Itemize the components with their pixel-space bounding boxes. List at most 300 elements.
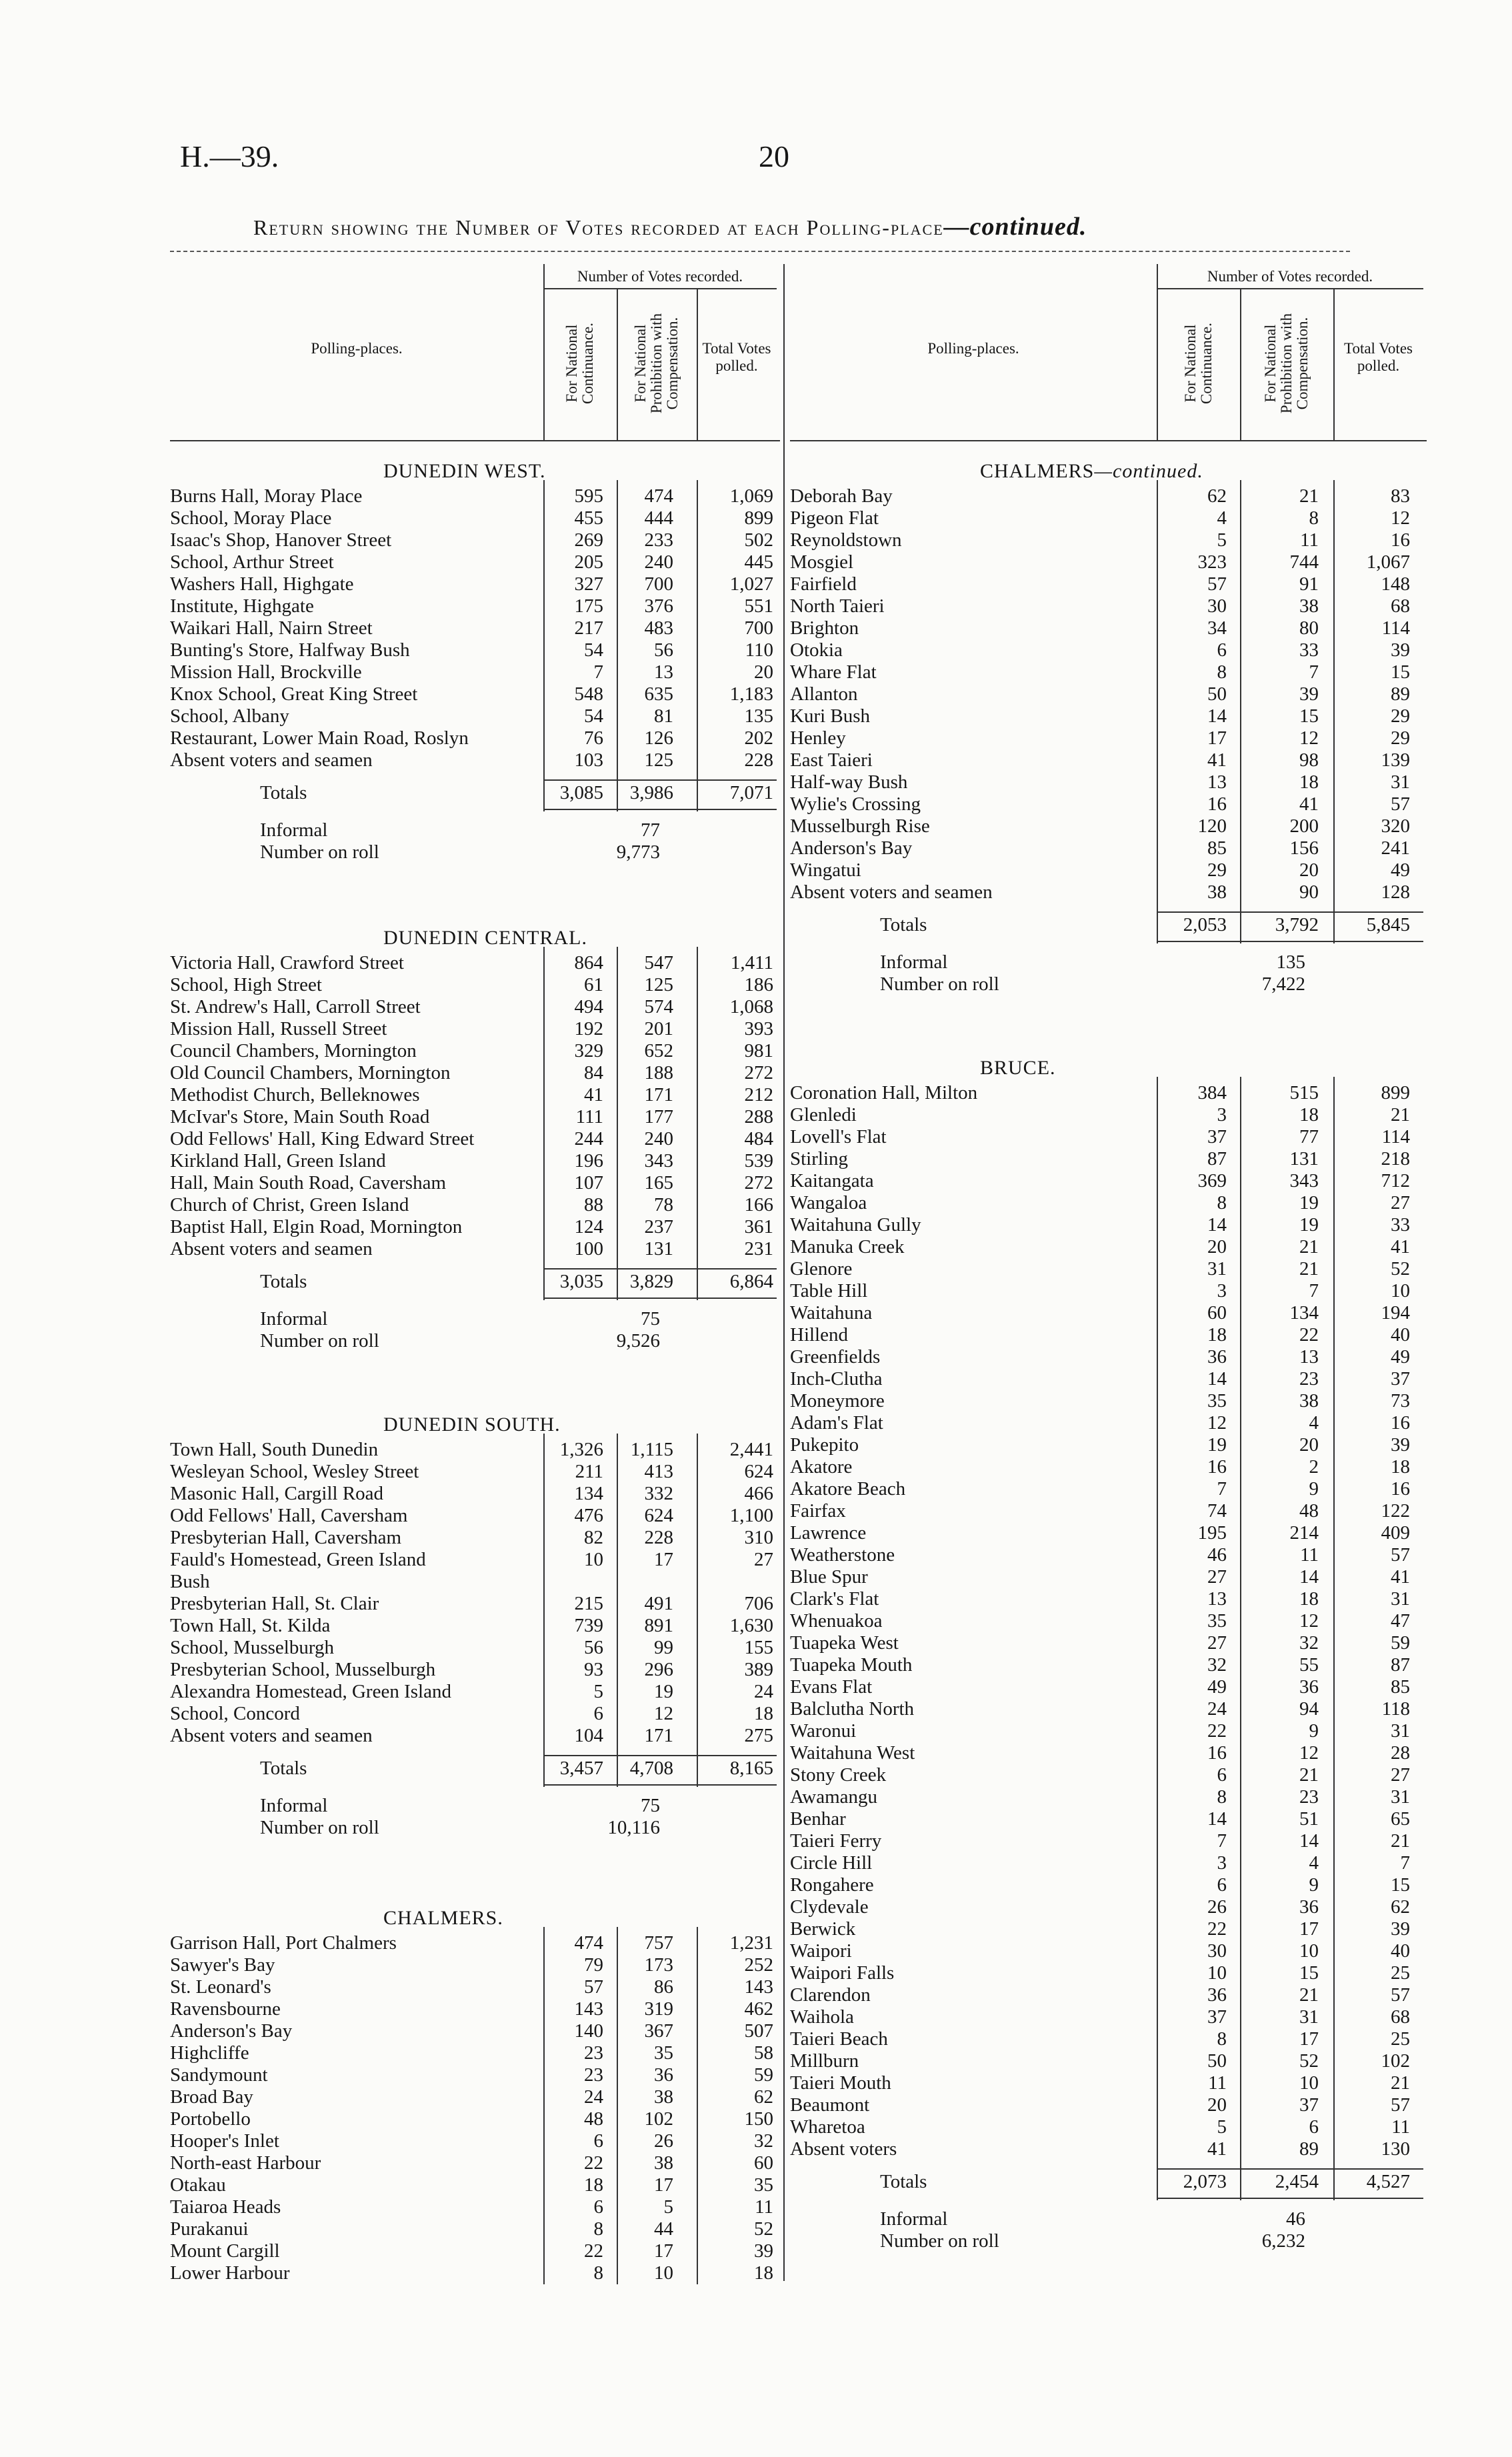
continuance-votes: 93 (584, 1659, 603, 1680)
table-row (170, 1593, 777, 1615)
table-row (790, 1236, 1423, 1258)
prohibition-votes: 23 (1299, 1368, 1319, 1390)
totals-rule (543, 779, 777, 781)
table-row (170, 2262, 777, 2284)
column-rule (543, 1434, 545, 1787)
table-row (790, 1412, 1423, 1434)
prohibition-votes: 10 (1299, 1940, 1319, 1962)
votes-recorded-rule (543, 288, 777, 289)
continuance-votes: 864 (574, 952, 603, 973)
polling-place: Reynoldstown (790, 529, 902, 551)
polling-place: Town Hall, St. Kilda (170, 1615, 331, 1636)
table-row (790, 2050, 1423, 2072)
table-row (170, 2086, 777, 2108)
prohibition-votes: 17 (654, 1549, 673, 1570)
totals-continuance: 3,035 (559, 1271, 603, 1292)
total-votes: 29 (1391, 705, 1410, 727)
prohibition-votes: 21 (1299, 1258, 1319, 1280)
prohibition-votes: 19 (1299, 1192, 1319, 1213)
prohibition-votes: 52 (1299, 2050, 1319, 2072)
polling-place: Glenore (790, 1258, 853, 1280)
table-row (790, 1390, 1423, 1412)
title-rule (170, 251, 1350, 252)
continuance-votes: 548 (574, 683, 603, 705)
prohibition-votes: 173 (644, 1954, 673, 1976)
column-rule (1333, 480, 1335, 943)
table-row (790, 1566, 1423, 1588)
polling-place: Whare Flat (790, 661, 877, 683)
totals-prohibition: 4,708 (629, 1758, 673, 1779)
prohibition-votes: 240 (644, 551, 673, 573)
polling-place: Waipori (790, 1940, 852, 1962)
prohibition-votes: 36 (1299, 1896, 1319, 1918)
polling-place: Hall, Main South Road, Caversham (170, 1172, 447, 1193)
continuance-votes: 211 (575, 1461, 603, 1482)
table-row (790, 507, 1423, 529)
total-votes: 21 (1391, 2072, 1410, 2094)
total-votes: 155 (744, 1637, 773, 1658)
total-votes: 59 (1391, 1632, 1410, 1654)
polling-place: Circle Hill (790, 1852, 873, 1874)
total-votes: 409 (1381, 1522, 1410, 1544)
column-rule (617, 480, 618, 811)
continuance-votes: 32 (1207, 1654, 1227, 1676)
polling-place: Millburn (790, 2050, 859, 2072)
total-votes: 139 (1381, 749, 1410, 771)
total-votes: 40 (1391, 1940, 1410, 1962)
prohibition-votes: 134 (1289, 1302, 1319, 1324)
table-row (790, 1742, 1423, 1764)
national-continuance-heading: For National Continuance. (563, 323, 596, 404)
prohibition-votes: 483 (644, 617, 673, 639)
prohibition-votes: 12 (1299, 1742, 1319, 1764)
total-votes: 310 (744, 1527, 773, 1548)
polling-place: Balclutha North (790, 1698, 915, 1720)
continuance-votes: 14 (1207, 1808, 1227, 1830)
continuance-votes: 143 (574, 1998, 603, 2020)
table-row (790, 1984, 1423, 2006)
continuance-votes: 196 (574, 1150, 603, 1171)
table-row (790, 1522, 1423, 1544)
continuance-votes: 46 (1207, 1544, 1227, 1566)
polling-place: Waitahuna West (790, 1742, 915, 1764)
continuance-votes: 6 (1217, 1764, 1227, 1786)
continuance-votes: 104 (574, 1725, 603, 1746)
polling-place: Inch-Clutha (790, 1368, 883, 1390)
continuance-votes: 8 (1217, 2028, 1227, 2050)
continuance-votes: 10 (1207, 1962, 1227, 1984)
prohibition-votes: 474 (644, 485, 673, 507)
table-row (170, 1150, 777, 1172)
continuance-votes: 76 (584, 727, 603, 749)
table-row (790, 2028, 1423, 2050)
polling-place: School, Musselburgh (170, 1637, 334, 1658)
totals-label: Totals (260, 1758, 307, 1779)
table-row (790, 683, 1423, 705)
table-row (790, 1610, 1423, 1632)
prohibition-votes: 19 (1299, 1214, 1319, 1236)
prohibition-votes: 4 (1309, 1412, 1319, 1434)
table-title-text: Return showing the Number of Votes recorded at each Polling-place (253, 215, 944, 239)
total-votes: 539 (744, 1150, 773, 1171)
continuance-votes: 24 (1207, 1698, 1227, 1720)
polling-place: Waihola (790, 2006, 854, 2028)
informal-votes: 77 (641, 819, 660, 841)
polling-place: Blue Spur (790, 1566, 868, 1588)
polling-place: Ravensbourne (170, 1998, 281, 2020)
polling-place: Isaac's Shop, Hanover Street (170, 529, 392, 551)
prohibition-votes: 48 (1299, 1500, 1319, 1522)
prohibition-votes: 37 (1299, 2094, 1319, 2116)
total-votes: 166 (744, 1194, 773, 1215)
continuance-votes: 54 (584, 639, 603, 661)
total-votes: 39 (1391, 639, 1410, 661)
total-votes: 484 (744, 1128, 773, 1149)
column-rule (617, 1434, 618, 1787)
total-votes: 16 (1391, 1412, 1410, 1434)
polling-place: Knox School, Great King Street (170, 683, 418, 705)
total-votes: 1,183 (729, 683, 773, 705)
polling-place: Brighton (790, 617, 859, 639)
table-row (790, 573, 1423, 595)
total-votes: 25 (1391, 2028, 1410, 2050)
table-row (790, 1104, 1423, 1126)
total-votes: 1,068 (729, 996, 773, 1017)
table-row (170, 1954, 777, 1976)
prohibition-votes: 41 (1299, 793, 1319, 815)
total-votes: 218 (1381, 1148, 1410, 1169)
polling-place: Sawyer's Bay (170, 1954, 275, 1976)
header-column-divider (617, 288, 618, 440)
polling-place: Akatore (790, 1456, 853, 1478)
votes-recorded-heading: Number of Votes recorded. (577, 268, 743, 285)
polling-place: Lower Harbour (170, 2262, 290, 2284)
continuance-votes: 215 (574, 1593, 603, 1614)
table-row (170, 1084, 777, 1106)
continuance-votes: 16 (1207, 1742, 1227, 1764)
polling-place: Bunting's Store, Halfway Bush (170, 639, 410, 661)
number-on-roll: 9,773 (616, 841, 660, 863)
totals-prohibition: 3,986 (629, 782, 673, 803)
total-votes: 37 (1391, 1368, 1410, 1390)
table-row (790, 1082, 1423, 1104)
total-votes: 24 (754, 1681, 773, 1702)
prohibition-votes: 7 (1309, 661, 1319, 683)
prohibition-votes: 9 (1309, 1478, 1319, 1500)
continuance-votes: 26 (1207, 1896, 1227, 1918)
polling-place: Odd Fellows' Hall, Caversham (170, 1505, 408, 1526)
table-row (790, 1500, 1423, 1522)
continuance-votes: 3 (1217, 1104, 1227, 1125)
table-row (170, 1637, 777, 1659)
table-row (790, 661, 1423, 683)
polling-place: Greenfields (790, 1346, 881, 1368)
continuance-votes: 84 (584, 1062, 603, 1083)
total-votes: 15 (1391, 1874, 1410, 1896)
total-votes: 361 (744, 1216, 773, 1238)
polling-place: Church of Christ, Green Island (170, 1194, 409, 1215)
table-row (790, 529, 1423, 551)
polling-place: Highcliffe (170, 2042, 249, 2064)
table-row (170, 529, 777, 551)
prohibition-votes: 18 (1299, 1588, 1319, 1610)
total-votes: 27 (754, 1549, 773, 1570)
total-votes: 706 (744, 1593, 773, 1614)
total-votes: 700 (744, 617, 773, 639)
total-votes: 58 (754, 2042, 773, 2064)
prohibition-votes: 98 (1299, 749, 1319, 771)
polling-place: Wesleyan School, Wesley Street (170, 1461, 419, 1482)
table-row (170, 1172, 777, 1194)
polling-place: Council Chambers, Mornington (170, 1040, 417, 1061)
continuance-votes: 23 (584, 2064, 603, 2086)
polling-place: Stirling (790, 1148, 849, 1169)
total-votes: 31 (1391, 1588, 1410, 1610)
total-votes: 128 (1381, 881, 1410, 903)
table-row (170, 2108, 777, 2130)
prohibition-votes: 10 (1299, 2072, 1319, 2094)
polling-place: Absent voters and seamen (170, 749, 373, 771)
prohibition-votes: 55 (1299, 1654, 1319, 1676)
table-row (170, 1725, 777, 1747)
on-roll-label: Number on roll (260, 1817, 379, 1838)
polling-place: Rongahere (790, 1874, 874, 1896)
prohibition-votes: 700 (644, 573, 673, 595)
prohibition-votes: 17 (1299, 1918, 1319, 1940)
prohibition-votes: 757 (644, 1932, 673, 1954)
polling-place: Otakau (170, 2174, 226, 2196)
table-row (790, 1126, 1423, 1148)
continuance-votes: 35 (1207, 1610, 1227, 1632)
continuance-votes: 120 (1197, 815, 1227, 837)
total-votes: 27 (1391, 1192, 1410, 1213)
totals-label: Totals (880, 914, 927, 935)
prohibition-votes: 36 (654, 2064, 673, 2086)
polling-places-heading: Polling-places. (927, 340, 1019, 357)
total-votes: 57 (1391, 1984, 1410, 2006)
prohibition-votes: 26 (654, 2130, 673, 2152)
prohibition-votes: 9 (1309, 1720, 1319, 1742)
continuance-votes: 323 (1197, 551, 1227, 573)
prohibition-votes: 343 (1289, 1170, 1319, 1191)
prohibition-votes: 21 (1299, 1984, 1319, 2006)
polling-place: Town Hall, South Dunedin (170, 1439, 379, 1460)
column-rule (1333, 1077, 1335, 2200)
continuance-votes: 6 (593, 2130, 603, 2152)
number-on-roll: 10,116 (607, 1817, 660, 1838)
column-rule (697, 1434, 698, 1787)
electorate-name-text: DUNEDIN WEST. (383, 460, 546, 482)
continuance-votes: 134 (574, 1483, 603, 1504)
total-votes: 148 (1381, 573, 1410, 595)
totals-total: 7,071 (729, 782, 773, 803)
prohibition-votes: 20 (1299, 859, 1319, 881)
polling-place: Presbyterian Hall, Caversham (170, 1527, 402, 1548)
column-rule (1240, 1077, 1241, 2200)
table-row (170, 974, 777, 996)
total-votes: 89 (1391, 683, 1410, 705)
prohibition-votes: 343 (644, 1150, 673, 1171)
continuance-votes: 31 (1207, 1258, 1227, 1280)
table-row (170, 2020, 777, 2042)
table-row (170, 617, 777, 639)
table-row (790, 1808, 1423, 1830)
polling-place: Taieri Beach (790, 2028, 888, 2050)
continuance-votes: 37 (1207, 1126, 1227, 1147)
total-votes: 57 (1391, 793, 1410, 815)
prohibition-votes: 17 (1299, 2028, 1319, 2050)
polling-place: Taieri Mouth (790, 2072, 891, 2094)
continuance-votes: 18 (1207, 1324, 1227, 1346)
table-row (790, 881, 1423, 903)
continuance-votes: 6 (593, 2196, 603, 2218)
national-prohibition-heading: For National Prohibition with Compensation. (1262, 313, 1311, 414)
continuance-votes: 29 (1207, 859, 1227, 881)
total-votes-heading: Total Votes polled. (1344, 340, 1413, 374)
polling-place: Mission Hall, Russell Street (170, 1018, 387, 1039)
continuance-votes: 192 (574, 1018, 603, 1039)
total-votes: 68 (1391, 2006, 1410, 2028)
total-votes: 241 (1381, 837, 1410, 859)
total-votes: 28 (1391, 1742, 1410, 1764)
continuance-votes: 5 (593, 1681, 603, 1702)
table-row (790, 1258, 1423, 1280)
table-row (170, 1483, 777, 1505)
table-row (790, 551, 1423, 573)
prohibition-votes: 18 (1299, 1104, 1319, 1125)
total-votes: 114 (1381, 617, 1410, 639)
total-votes: 18 (754, 1703, 773, 1724)
continuance-votes: 329 (574, 1040, 603, 1061)
polling-place: St. Leonard's (170, 1976, 271, 1998)
totals-total: 4,527 (1366, 2171, 1410, 2192)
polling-place: Pukepito (790, 1434, 859, 1456)
table-row (170, 573, 777, 595)
prohibition-votes: 177 (644, 1106, 673, 1127)
on-roll-label: Number on roll (260, 841, 379, 863)
total-votes: 41 (1391, 1236, 1410, 1258)
polling-place: Benhar (790, 1808, 846, 1830)
prohibition-votes: 652 (644, 1040, 673, 1061)
polling-place: Tuapeka Mouth (790, 1654, 913, 1676)
total-votes: 272 (744, 1062, 773, 1083)
polling-place: Pigeon Flat (790, 507, 879, 529)
prohibition-votes: 165 (644, 1172, 673, 1193)
continuance-votes: 49 (1207, 1676, 1227, 1698)
prohibition-votes: 31 (1299, 2006, 1319, 2028)
total-votes: 62 (754, 2086, 773, 2108)
prohibition-votes: 891 (644, 1615, 673, 1636)
table-row (170, 2064, 777, 2086)
table-row (790, 1962, 1423, 1984)
table-row (170, 661, 777, 683)
table-row (790, 1214, 1423, 1236)
prohibition-votes: 171 (644, 1084, 673, 1105)
prohibition-votes: 228 (644, 1527, 673, 1548)
table-row (170, 485, 777, 507)
column-rule (1157, 480, 1158, 943)
polling-place: Fauld's Homestead, Green Island (170, 1549, 426, 1570)
polling-place: Mount Cargill (170, 2240, 280, 2262)
polling-place: East Taieri (790, 749, 873, 771)
total-votes: 39 (1391, 1434, 1410, 1456)
continuance-votes: 369 (1197, 1170, 1227, 1191)
continuance-votes: 50 (1207, 2050, 1227, 2072)
table-row (790, 793, 1423, 815)
polling-place: Absent voters and seamen (170, 1725, 373, 1746)
polling-place: Berwick (790, 1918, 856, 1940)
prohibition-votes: 86 (654, 1976, 673, 1998)
prohibition-votes: 4 (1309, 1852, 1319, 1874)
polling-place: Restaurant, Lower Main Road, Roslyn (170, 727, 469, 749)
polling-place: Waitahuna Gully (790, 1214, 921, 1236)
on-roll-label: Number on roll (880, 973, 999, 995)
totals-continuance: 2,053 (1183, 914, 1227, 935)
table-row (790, 1434, 1423, 1456)
electorate-name (383, 1907, 503, 1930)
column-rule (617, 947, 618, 1300)
table-row (170, 1505, 777, 1527)
table-row (790, 1346, 1423, 1368)
table-row (790, 1478, 1423, 1500)
polling-place: School, Arthur Street (170, 551, 334, 573)
header-column-divider (1157, 264, 1158, 440)
prohibition-votes: 8 (1309, 507, 1319, 529)
totals-prohibition: 3,829 (629, 1271, 673, 1292)
prohibition-votes: 89 (1299, 2138, 1319, 2160)
informal-votes: 75 (641, 1308, 660, 1330)
prohibition-votes: 38 (654, 2152, 673, 2174)
continuance-votes: 34 (1207, 617, 1227, 639)
prohibition-votes: 23 (1299, 1786, 1319, 1808)
prohibition-votes: 78 (654, 1194, 673, 1215)
total-votes: 272 (744, 1172, 773, 1193)
continuance-votes: 27 (1207, 1566, 1227, 1588)
polling-place: Alexandra Homestead, Green Island (170, 1681, 451, 1702)
totals-rule (543, 1268, 777, 1270)
continuance-votes: 13 (1207, 771, 1227, 793)
continuance-votes: 57 (1207, 573, 1227, 595)
polling-place: Taiaroa Heads (170, 2196, 281, 2218)
prohibition-votes: 233 (644, 529, 673, 551)
total-votes: 49 (1391, 859, 1410, 881)
total-votes: 25 (1391, 1962, 1410, 1984)
total-votes: 1,630 (729, 1615, 773, 1636)
polling-place: Deborah Bay (790, 485, 893, 507)
continuance-votes: 8 (1217, 1192, 1227, 1213)
electorate-name-text: CHALMERS (980, 460, 1095, 482)
totals-bottom-rule (543, 809, 777, 810)
continuance-votes: 87 (1207, 1148, 1227, 1169)
prohibition-votes: 367 (644, 2020, 673, 2042)
table-row (170, 1659, 777, 1681)
table-row (170, 1439, 777, 1461)
column-rule (543, 480, 545, 811)
continuance-votes: 54 (584, 705, 603, 727)
prohibition-votes: 81 (654, 705, 673, 727)
totals-bottom-rule (1157, 941, 1423, 942)
table-row (790, 1676, 1423, 1698)
table-row (170, 639, 777, 661)
polling-place: Table Hill (790, 1280, 868, 1302)
table-row (790, 705, 1423, 727)
column-rule (1240, 480, 1241, 943)
electorate-name-suffix: —continued. (1094, 460, 1203, 482)
total-votes: 31 (1391, 1786, 1410, 1808)
prohibition-votes: 51 (1299, 1808, 1319, 1830)
total-votes: 39 (1391, 1918, 1410, 1940)
total-votes: 118 (1381, 1698, 1410, 1720)
